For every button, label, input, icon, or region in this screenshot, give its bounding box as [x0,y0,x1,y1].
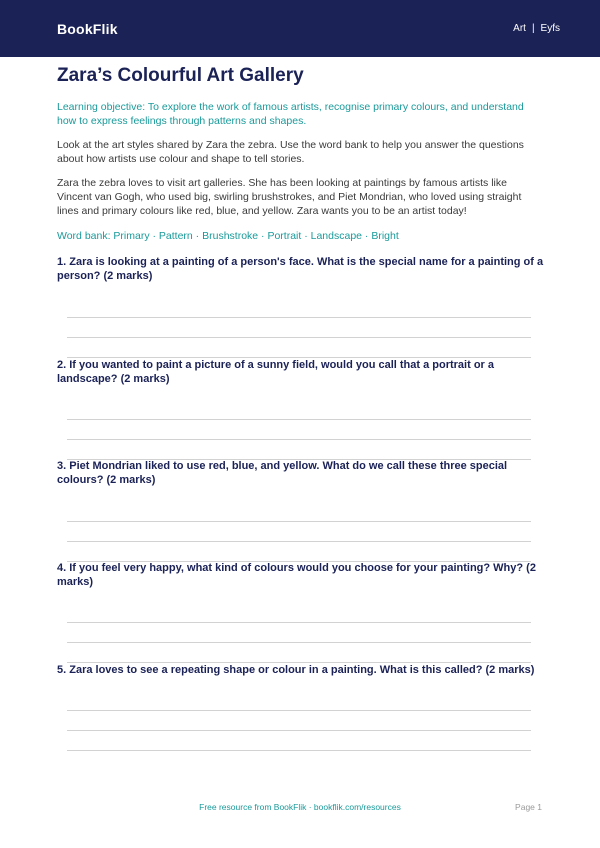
header-meta [513,23,560,34]
subject-label: Art [513,23,526,34]
level-label: Eyfs [540,23,560,34]
answer-line[interactable] [67,317,531,318]
answer-line[interactable] [67,439,531,440]
answer-line[interactable] [67,730,531,731]
instructions-text: Look at the art styles shared by Zara the zebra. Use the word bank to help you answer the questions about how artists use colour and shape to tell stories. [57,139,524,165]
answer-line[interactable] [67,750,531,751]
page-number: Page 1 [515,802,542,812]
answer-line[interactable] [67,622,531,623]
worksheet-intro [57,64,541,243]
story-text: Zara the zebra loves to visit art galleries. She has been looking at paintings by famous artists like Vincent van Gogh, who used big, swirling brushstrokes, and Piet Mondrian, who loved using straight lines and primary colours like red, blue, and yellow. Zara wants you to be an artist today! [57,177,522,217]
footer-link[interactable]: Free resource from BookFlik · bookflik.com/resources [199,802,401,812]
answer-line[interactable] [67,642,531,643]
page-title: Zara’s Colourful Art Gallery [57,65,304,86]
answer-line[interactable] [67,541,531,542]
answer-line[interactable] [67,710,531,711]
question-1: 1. Zara is looking at a painting of a person's face. What is the special name for a painting of a person? (2 marks) [57,256,544,282]
header-separator: | [531,23,535,34]
answer-line[interactable] [67,521,531,522]
answer-line[interactable] [67,337,531,338]
question-4: 4. If you feel very happy, what kind of colours would you choose for your painting? Why? (2 marks) [57,562,536,588]
header-bar [0,0,600,57]
brand-logo[interactable]: BookFlik [57,20,118,37]
question-2: 2. If you wanted to paint a picture of a sunny field, would you call that a portrait or a landscape? (2 marks) [57,359,494,385]
question-5: 5. Zara loves to see a repeating shape or colour in a painting. What is this called? (2 marks) [57,664,535,676]
learning-objective: Learning objective: To explore the work of famous artists, recognise primary colours, and understand how to express feelings through patterns and shapes. [57,101,524,127]
question-3: 3. Piet Mondrian liked to use red, blue, and yellow. What do we call these three special colours? (2 marks) [57,460,508,486]
answer-line[interactable] [67,419,531,420]
word-bank: Word bank: Primary · Pattern · Brushstroke · Portrait · Landscape · Bright [57,230,399,242]
